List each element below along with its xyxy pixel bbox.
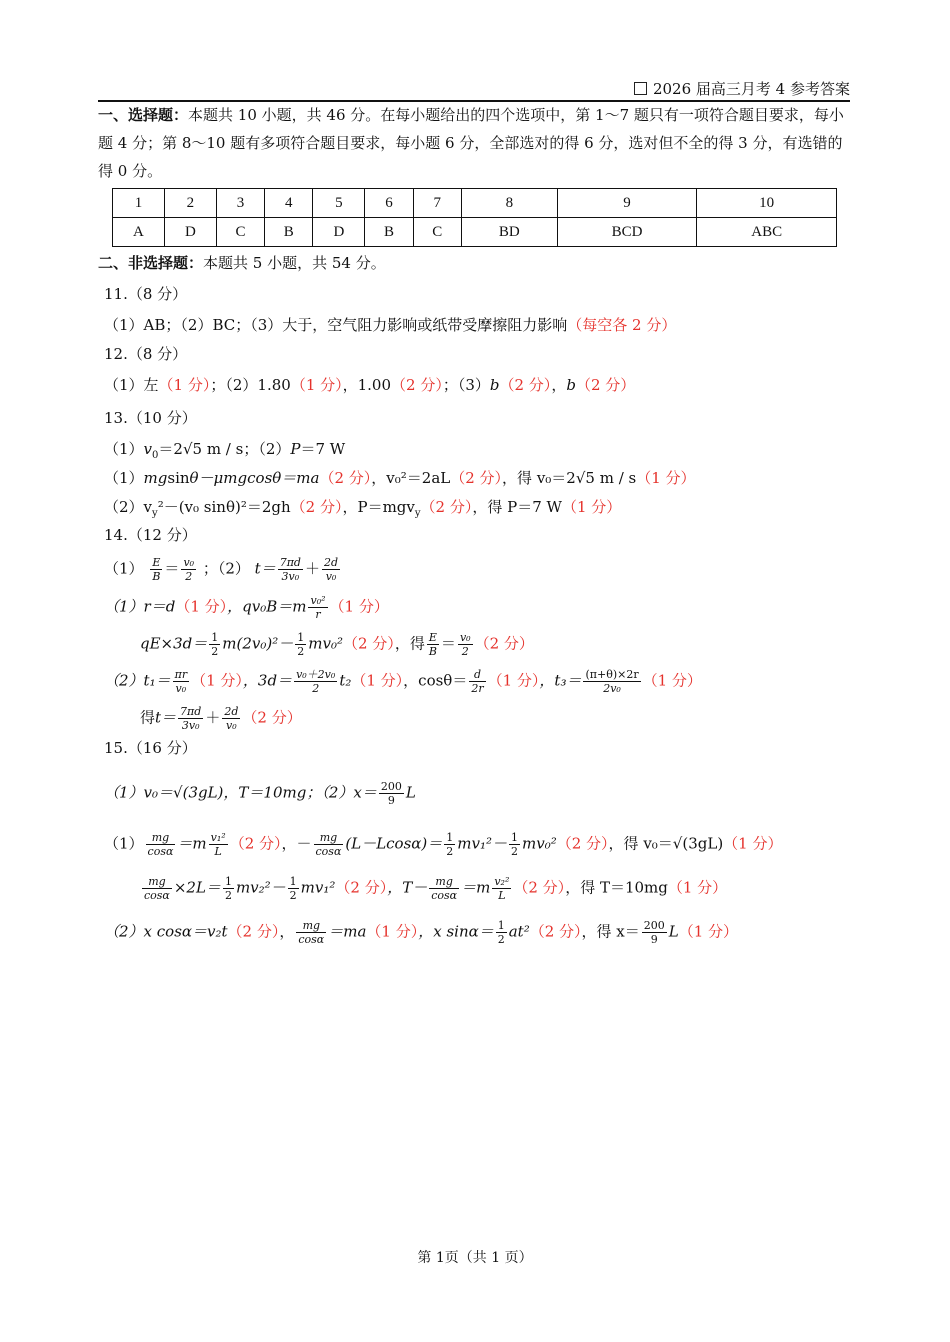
q14-result: 得t＝ $\frac{7\pi d}{\text{3v₀}}$ ＋ $\frac{2d}{\text{v₀}}$ （2 分） — [140, 705, 302, 732]
question-number-cell: 5 — [313, 189, 365, 218]
q15-summary: （1）v₀＝√(3gL)，T＝10mg；（2）x＝ $\frac{200}{9}$ L — [104, 780, 416, 807]
question-number-cell: 7 — [413, 189, 461, 218]
fraction: $\frac{\text{v₀}}{2}$ — [459, 631, 471, 658]
fraction: $\frac{E}{B}$ — [428, 631, 437, 658]
fraction: $\frac{1}{2}$ — [511, 831, 518, 858]
fraction: $\frac{mg}{\cos\alpha}$ — [431, 875, 458, 902]
q11-answer: （1）AB；（2）BC；（3）大于，空气阻力影响或纸带受摩擦阻力影响（每空各 2 分） — [104, 316, 677, 334]
q15-label: 15.（16 分） — [104, 739, 197, 757]
fraction: $\frac{200}{9}$ — [380, 780, 402, 807]
answer-cell: BCD — [557, 218, 697, 247]
q15-step-2: $\frac{mg}{\cos\alpha}$ ×2L＝ $\frac{1}{2}$ mv₂²－ $\frac{1}{2}$ mv₁²（2 分），T－ $\frac{mg}{\cos\alpha}$ ＝m $\frac{\text{v₂²}}{L}$ （2 分），得 T＝10mg（1 分） — [144, 875, 728, 902]
q13-summary: $(1)v_0=2√5$ m / s；（2）P＝7 W — [104, 440, 346, 461]
fraction: $\frac{1}{2}$ — [446, 831, 454, 858]
fraction: $\frac{200}{9}$ — [643, 919, 665, 946]
answer-cell: C — [413, 218, 461, 247]
fraction: $\frac{7\pi d}{\text{3v₀}}$ — [279, 556, 301, 583]
fraction: $\frac{1}{2}$ — [497, 919, 505, 946]
section-2-intro: 二、非选择题：本题共 5 小题，共 54 分。 — [98, 254, 386, 272]
fraction: $\frac{mg}{\cos\alpha}$ — [315, 831, 342, 858]
q15-step-3: （2）x cosα＝v₂t（2 分）， $\frac{mg}{\cos\alpha}$ ＝ma（1 分），x sinα＝ $\frac{1}{2}$ at²（2 分），得 x＝ $\frac{200}{9}$ L（1 分） — [104, 919, 739, 946]
q13-label: 13.（10 分） — [104, 409, 197, 427]
q14-step-1: （1）r＝d（1 分），qv₀B＝m $\frac{\text{v₀²}}{r}$ （1 分） — [104, 594, 389, 621]
fraction: $\frac{(\pi+\theta)\times 2r}{\text{2v₀}}$ — [585, 668, 639, 695]
answer-cell: BD — [461, 218, 557, 247]
fraction: $\frac{2d}{\text{v₀}}$ — [224, 705, 239, 732]
fraction: $\frac{7\pi d}{\text{3v₀}}$ — [180, 705, 202, 732]
fraction: $\frac{mg}{\cos\alpha}$ — [147, 831, 174, 858]
section-1-intro: 一、选择题：本题共 10 小题，共 46 分。在每小题给出的四个选项中，第 1～7 题只有一项符合题目要求，每小题 4 分；第 8～10 题有多项符合题目要求，每小题 6 分，全部选对的得 6 分，选对但不全的得 3 分，有选错的得 0 分。 — [98, 106, 844, 180]
q13-step-2: $(2)v_y^2-(v_0$ sinθ)²＝2gh（2 分），P＝mgv$_y$（2 分），得 P＝7 W（1 分） — [104, 498, 622, 519]
page-header: 2026 届高三月考 4 参考答案 — [634, 78, 850, 99]
answer-cell: ABC — [697, 218, 837, 247]
question-number-cell: 3 — [216, 189, 264, 218]
fraction: $\frac{mg}{\cos\alpha}$ — [144, 875, 170, 902]
question-number-row — [113, 189, 837, 218]
fraction: $\frac{\text{v₀²}}{r}$ — [310, 594, 326, 621]
question-number-cell: 10 — [697, 189, 837, 218]
q13-step-1: （1）mgsinθ－μmgcosθ＝ma（2 分），v₀²＝2aL（2 分），得 v₀＝2√5 m / s（1 分） — [104, 469, 696, 487]
fraction: $\frac{\text{v₀}}{2}$ — [183, 556, 195, 583]
question-number-cell: 8 — [461, 189, 557, 218]
fraction: $\frac{E}{B}$ — [152, 556, 161, 583]
question-number-cell: 6 — [365, 189, 413, 218]
answer-cell: D — [164, 218, 216, 247]
fraction: $\frac{mg}{\cos\alpha}$ — [298, 919, 325, 946]
q14-step-2: qE×3d＝ $\frac{1}{2}$ m(2v₀)²－ $\frac{1}{2}$ mv₀²（2 分），得 $\frac{E}{B}$ ＝ $\frac{\text{v₀}}{2}$ （2 分） — [140, 631, 534, 658]
fraction: $\frac{\text{v₂²}}{L}$ — [494, 875, 510, 902]
q12-answer: （1）左（1 分）；（2）1.80（1 分），1.00（2 分）；（3）b（2 分），b（2 分） — [104, 376, 636, 394]
question-number-cell: 4 — [265, 189, 313, 218]
answer-row — [113, 218, 837, 247]
answer-table — [112, 188, 837, 247]
answer-cell: C — [216, 218, 264, 247]
fraction: $\frac{1}{2}$ — [224, 875, 232, 902]
q15-step-1: （1） $\frac{mg}{\cos\alpha}$ ＝m $\frac{\text{v₁²}}{L}$ （2 分），－ $\frac{mg}{\cos\alpha}$ (L－Lcosα)＝ $\frac{1}{2}$ mv₁²－ $\frac{1}{2}$ mv₀²（2 分），得 v₀＝√(3gL)（1 分） — [104, 831, 783, 858]
fraction: $\frac{\pi r}{\text{v₀}}$ — [174, 668, 188, 695]
fraction: $\frac{\text{v₀＋2v₀}}{2}$ — [296, 668, 336, 695]
question-number-cell: 1 — [113, 189, 165, 218]
answer-cell: A — [113, 218, 165, 247]
question-number-cell: 9 — [557, 189, 697, 218]
fraction: $\frac{1}{2}$ — [297, 631, 305, 658]
fraction: $\frac{d}{2r}$ — [471, 668, 484, 695]
fraction: $\frac{1}{2}$ — [211, 631, 219, 658]
fraction: $\frac{1}{2}$ — [289, 875, 297, 902]
question-number-cell: 2 — [164, 189, 216, 218]
answer-cell: B — [365, 218, 413, 247]
q12-label: 12.（8 分） — [104, 345, 188, 363]
q14-label: 14.（12 分） — [104, 526, 197, 544]
fraction: $\frac{2d}{\text{v₀}}$ — [324, 556, 339, 583]
answer-cell: D — [313, 218, 365, 247]
checkbox-square-icon — [634, 82, 647, 95]
q11-label: 11.（8 分） — [104, 285, 188, 303]
answer-cell: B — [265, 218, 313, 247]
fraction: $\frac{\text{v₁²}}{L}$ — [210, 831, 226, 858]
page-footer: 第 1页（共 1 页） — [417, 1250, 533, 1266]
q14-summary: （1） $\frac{E}{B}$ ＝ $\frac{\text{v₀}}{2}$ ；（2） t＝ $\frac{7\pi d}{\text{3v₀}}$ ＋ $\frac{2d}{\text{v₀}}$ — [104, 556, 339, 583]
q14-step-3: （2）t₁＝ $\frac{\pi r}{\text{v₀}}$ （1 分），3d＝ $\frac{\text{v₀＋2v₀}}{2}$ t₂（1 分），cosθ＝ $\frac{d}{2r}$ （1 分），t₃＝ $\frac{(\pi+\theta)\times 2r}{\text{2v₀}}$ （1 分） — [104, 668, 702, 695]
